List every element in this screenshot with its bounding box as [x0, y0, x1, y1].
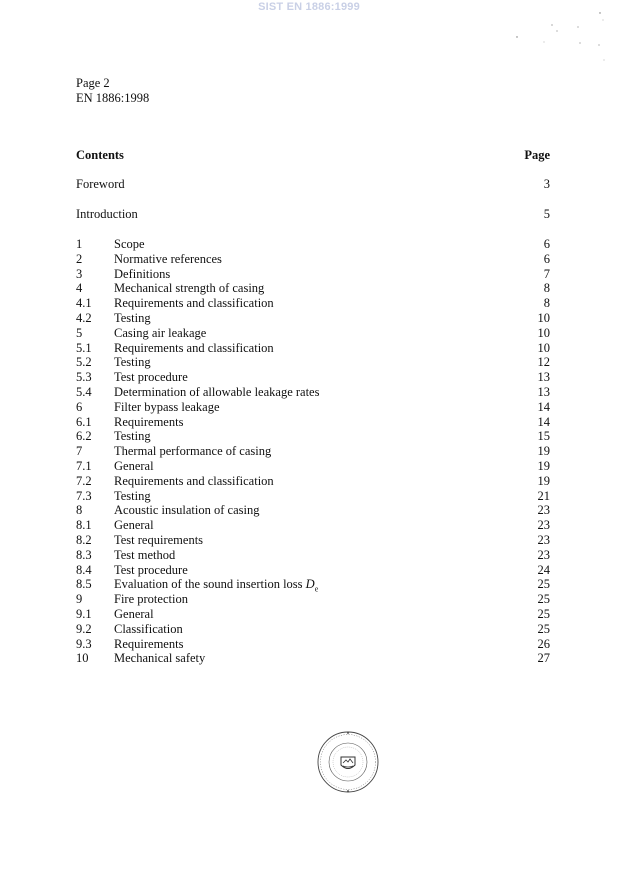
toc-entry	[76, 311, 550, 326]
toc-entry-page: 8	[543, 281, 550, 296]
toc-entry-page: 25	[537, 606, 550, 621]
toc-entry	[76, 577, 550, 592]
toc-entry-number: 8.2	[76, 532, 92, 547]
toc-entry	[76, 459, 550, 474]
toc-entry-title: General	[114, 458, 154, 473]
toc-entry-foreword	[76, 177, 550, 192]
toc-entry-title: Testing	[114, 488, 151, 503]
toc-entry	[76, 563, 550, 578]
toc-entry-page: 19	[537, 444, 550, 459]
toc-entry-page: 23	[537, 547, 550, 562]
toc-entry-number: 5.3	[76, 370, 92, 385]
toc-entry-title: Acoustic insulation of casing	[114, 503, 260, 518]
page-header	[76, 76, 149, 106]
toc-entry	[76, 326, 550, 341]
toc-entry	[76, 489, 550, 504]
toc-entry-number: 6.2	[76, 429, 92, 444]
math-subscript: e	[314, 584, 319, 594]
toc-entry	[76, 355, 550, 370]
contents-heading: Contents	[76, 148, 124, 162]
toc-entry-page: 15	[537, 429, 550, 444]
toc-entry	[76, 370, 550, 385]
toc-entry-title: Mechanical safety	[114, 651, 206, 666]
toc-entry-number: 8	[76, 503, 83, 518]
toc-entry-number: 4.1	[76, 296, 92, 311]
toc-entry-title: Requirements	[114, 636, 184, 651]
toc-entry-title: Requirements and classification	[114, 340, 274, 355]
toc-entry-page: 7	[543, 266, 550, 281]
toc-entry-number: 8.1	[76, 518, 92, 533]
toc-entry-number: 7.3	[76, 488, 92, 503]
toc-entry-page: 19	[537, 458, 550, 473]
toc-entry-page: 23	[537, 503, 550, 518]
toc-entry-title: Requirements	[114, 414, 184, 429]
toc-entry	[76, 607, 550, 622]
toc-entry-page: 6	[543, 251, 550, 266]
toc-entry-title: General	[114, 518, 154, 533]
toc-entry-page: 6	[543, 237, 550, 251]
toc-entry	[76, 518, 550, 533]
toc-entry-title: Normative references	[114, 251, 222, 266]
toc-entry-number: 4	[76, 281, 83, 296]
toc-entry-page: 14	[537, 414, 550, 429]
toc-entry	[76, 415, 550, 430]
math-symbol: D	[305, 577, 315, 592]
toc-entry-page: 13	[537, 370, 550, 385]
toc-entry-title: Test requirements	[114, 532, 204, 547]
toc-entry-title: Foreword	[76, 177, 125, 191]
official-seal	[316, 730, 380, 794]
toc-entry	[76, 237, 550, 252]
toc-entry-title: Testing	[114, 310, 151, 325]
toc-entry-number: 4.2	[76, 310, 92, 325]
toc-entry-page: 10	[537, 325, 550, 340]
toc-entry	[76, 444, 550, 459]
toc-entry-number: 7.1	[76, 458, 92, 473]
toc-entry-page: 5	[543, 207, 550, 221]
toc-entry-title: Classification	[114, 621, 183, 636]
toc-entry	[76, 252, 550, 267]
toc-entry-page: 25	[537, 621, 550, 636]
toc-entry-number: 7.2	[76, 473, 92, 488]
toc-entry-title: Requirements and classification	[114, 296, 274, 311]
toc-entry-introduction	[76, 207, 550, 222]
toc-entry-page: 25	[537, 592, 550, 607]
watermark: SIST EN 1886:1999	[258, 1, 360, 13]
toc-entry-title: Testing	[114, 429, 151, 444]
toc-entry-number: 8.3	[76, 547, 92, 562]
toc-entry-title: Fire protection	[114, 592, 188, 607]
toc-entry-page: 25	[537, 577, 550, 592]
toc-entry-number: 6	[76, 399, 83, 414]
standard-number: EN 1886:1998	[76, 91, 150, 105]
toc-entry-number: 9.1	[76, 606, 92, 621]
toc-entry	[76, 267, 550, 282]
toc-entry-number: 10	[76, 651, 89, 666]
toc-entry-title: Test procedure	[114, 562, 188, 577]
toc-entry	[76, 503, 550, 518]
toc-entry-title: Determination of allowable leakage rates	[114, 384, 320, 399]
toc-entry-page: 21	[537, 488, 550, 503]
toc-entry-page: 12	[537, 355, 550, 370]
toc-entry-title: Scope	[114, 237, 145, 251]
toc-entry	[76, 474, 550, 489]
table-of-contents	[76, 237, 550, 666]
toc-entry-number: 3	[76, 266, 83, 281]
toc-entry	[76, 281, 550, 296]
toc-entry-number: 1	[76, 237, 83, 251]
toc-entry-number: 9	[76, 592, 83, 607]
toc-entry-number: 5.2	[76, 355, 92, 370]
toc-entry-title: General	[114, 606, 154, 621]
toc-entry-number: 9.2	[76, 621, 92, 636]
toc-entry-number: 8.4	[76, 562, 92, 577]
toc-entry-page: 23	[537, 518, 550, 533]
toc-entry	[76, 385, 550, 400]
toc-entry-page: 19	[537, 473, 550, 488]
toc-entry-number: 5	[76, 325, 83, 340]
toc-entry-number: 8.5	[76, 577, 92, 592]
toc-entry-page: 3	[543, 177, 550, 191]
toc-entry	[76, 429, 550, 444]
toc-entry-title: Test procedure	[114, 370, 188, 385]
toc-entry-title: Test method	[114, 547, 176, 562]
toc-entry	[76, 296, 550, 311]
toc-entry	[76, 400, 550, 415]
toc-entry-page: 13	[537, 384, 550, 399]
toc-entry-number: 9.3	[76, 636, 92, 651]
toc-entry	[76, 651, 550, 666]
toc-entry-number: 7	[76, 444, 83, 459]
toc-entry	[76, 341, 550, 356]
toc-entry-page: 8	[543, 296, 550, 311]
toc-entry-title: Mechanical strength of casing	[114, 281, 265, 296]
toc-entry-title: Testing	[114, 355, 151, 370]
toc-entry-title: Filter bypass leakage	[114, 399, 220, 414]
toc-entry-page: 10	[537, 340, 550, 355]
toc-entry-title: Thermal performance of casing	[114, 444, 272, 459]
toc-entry-page: 26	[537, 636, 550, 651]
page-label: Page 2	[76, 76, 110, 90]
toc-entry-title: Definitions	[114, 266, 171, 281]
toc-entry-title: Casing air leakage	[114, 325, 207, 340]
toc-entry-number: 5.1	[76, 340, 92, 355]
toc-entry-title: Requirements and classification	[114, 473, 274, 488]
toc-entry	[76, 548, 550, 563]
scan-specks	[500, 0, 618, 70]
toc-entry-number: 6.1	[76, 414, 92, 429]
toc-entry	[76, 637, 550, 652]
toc-entry-number: 2	[76, 251, 83, 266]
toc-entry-page: 27	[537, 651, 550, 666]
toc-entry-page: 23	[537, 532, 550, 547]
toc-entry-title: Evaluation of the sound insertion loss $D_e$	[114, 577, 319, 594]
page-column-heading: Page	[524, 148, 550, 162]
toc-entry-title: Introduction	[76, 207, 138, 221]
toc-entry-page: 10	[537, 310, 550, 325]
toc-entry	[76, 622, 550, 637]
toc-entry	[76, 592, 550, 607]
toc-entry-page: 14	[537, 399, 550, 414]
toc-entry-page: 24	[537, 562, 550, 577]
toc-entry	[76, 533, 550, 548]
toc-entry-number: 5.4	[76, 384, 92, 399]
